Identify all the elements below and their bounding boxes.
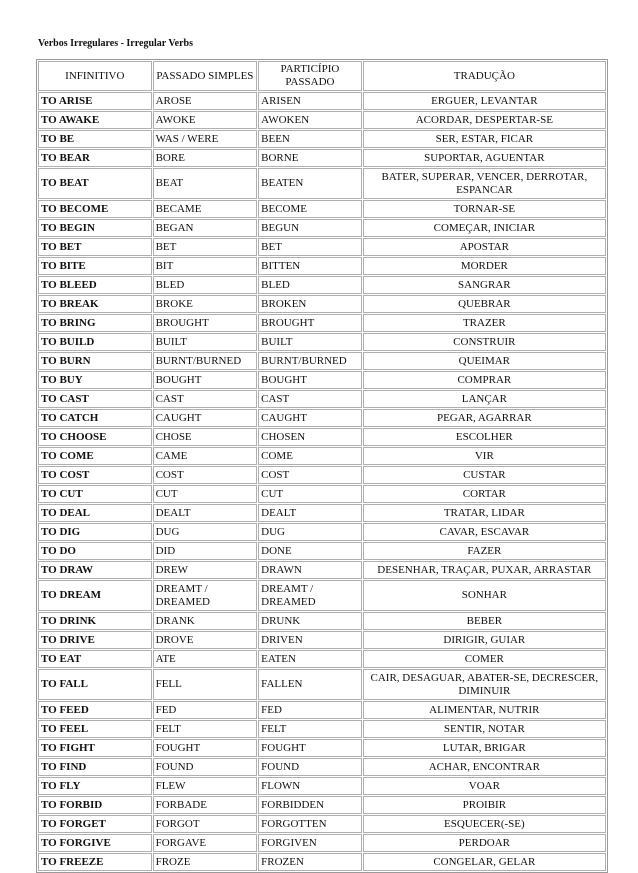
cell-traducao: SUPORTAR, AGUENTAR (363, 149, 606, 167)
cell-participio-passado: COME (258, 447, 362, 465)
cell-passado-simples: BROKE (153, 295, 258, 313)
table-row (38, 466, 606, 484)
cell-infinitivo: TO CATCH (38, 409, 152, 427)
cell-passado-simples: CAME (153, 447, 258, 465)
cell-infinitivo: TO DEAL (38, 504, 152, 522)
cell-passado-simples: DREAMT / DREAMED (153, 580, 258, 611)
cell-passado-simples: BUILT (153, 333, 258, 351)
cell-traducao: CUSTAR (363, 466, 606, 484)
cell-participio-passado: BEATEN (258, 168, 362, 199)
cell-traducao: PEGAR, AGARRAR (363, 409, 606, 427)
cell-passado-simples: BECAME (153, 200, 258, 218)
cell-passado-simples: BOUGHT (153, 371, 258, 389)
cell-infinitivo: TO BEAT (38, 168, 152, 199)
cell-participio-passado: BOUGHT (258, 371, 362, 389)
cell-infinitivo: TO CUT (38, 485, 152, 503)
table-row (38, 834, 606, 852)
cell-traducao: APOSTAR (363, 238, 606, 256)
table-row (38, 720, 606, 738)
irregular-verbs-table (36, 59, 608, 873)
cell-traducao: BATER, SUPERAR, VENCER, DERROTAR, ESPANCAR (363, 168, 606, 199)
cell-traducao: TRATAR, LIDAR (363, 504, 606, 522)
table-row (38, 796, 606, 814)
cell-passado-simples: DUG (153, 523, 258, 541)
cell-participio-passado: CUT (258, 485, 362, 503)
cell-participio-passado: BUILT (258, 333, 362, 351)
cell-infinitivo: TO BEGIN (38, 219, 152, 237)
cell-traducao: BEBER (363, 612, 606, 630)
cell-traducao: SER, ESTAR, FICAR (363, 130, 606, 148)
table-row (38, 739, 606, 757)
cell-infinitivo: TO BEAR (38, 149, 152, 167)
cell-participio-passado: CAUGHT (258, 409, 362, 427)
cell-infinitivo: TO BREAK (38, 295, 152, 313)
cell-passado-simples: FOUGHT (153, 739, 258, 757)
cell-traducao: MORDER (363, 257, 606, 275)
cell-infinitivo: TO AWAKE (38, 111, 152, 129)
cell-infinitivo: TO DIG (38, 523, 152, 541)
cell-participio-passado: DRIVEN (258, 631, 362, 649)
cell-traducao: SENTIR, NOTAR (363, 720, 606, 738)
cell-passado-simples: BET (153, 238, 258, 256)
header-infinitivo: INFINITIVO (38, 61, 152, 91)
table-row (38, 777, 606, 795)
cell-traducao: COMEÇAR, INICIAR (363, 219, 606, 237)
cell-infinitivo: TO FORBID (38, 796, 152, 814)
cell-participio-passado: AWOKEN (258, 111, 362, 129)
cell-participio-passado: FLOWN (258, 777, 362, 795)
cell-traducao: QUEBRAR (363, 295, 606, 313)
cell-participio-passado: BEEN (258, 130, 362, 148)
cell-infinitivo: TO BLEED (38, 276, 152, 294)
table-row (38, 92, 606, 110)
cell-traducao: TORNAR-SE (363, 200, 606, 218)
cell-passado-simples: FOUND (153, 758, 258, 776)
cell-participio-passado: ARISEN (258, 92, 362, 110)
cell-passado-simples: CUT (153, 485, 258, 503)
verb-rows (38, 92, 606, 871)
cell-passado-simples: CAUGHT (153, 409, 258, 427)
table-row (38, 523, 606, 541)
table-row (38, 561, 606, 579)
cell-participio-passado: COST (258, 466, 362, 484)
cell-passado-simples: FED (153, 701, 258, 719)
cell-participio-passado: BURNT/BURNED (258, 352, 362, 370)
table-row (38, 612, 606, 630)
cell-infinitivo: TO COST (38, 466, 152, 484)
table-row (38, 295, 606, 313)
table-row (38, 371, 606, 389)
cell-infinitivo: TO FIND (38, 758, 152, 776)
cell-passado-simples: BEGAN (153, 219, 258, 237)
table-row (38, 333, 606, 351)
cell-traducao: VIR (363, 447, 606, 465)
cell-passado-simples: CHOSE (153, 428, 258, 446)
cell-traducao: VOAR (363, 777, 606, 795)
cell-traducao: DESENHAR, TRAÇAR, PUXAR, ARRASTAR (363, 561, 606, 579)
cell-traducao: DIRIGIR, GUIAR (363, 631, 606, 649)
table-row (38, 219, 606, 237)
table-row (38, 257, 606, 275)
cell-participio-passado: DREAMT / DREAMED (258, 580, 362, 611)
cell-infinitivo: TO BURN (38, 352, 152, 370)
table-row (38, 542, 606, 560)
cell-passado-simples: DROVE (153, 631, 258, 649)
cell-traducao: LANÇAR (363, 390, 606, 408)
table-row (38, 149, 606, 167)
cell-infinitivo: TO FEEL (38, 720, 152, 738)
cell-participio-passado: DEALT (258, 504, 362, 522)
cell-passado-simples: FORBADE (153, 796, 258, 814)
cell-infinitivo: TO ARISE (38, 92, 152, 110)
cell-infinitivo: TO DRINK (38, 612, 152, 630)
cell-passado-simples: FLEW (153, 777, 258, 795)
table-row (38, 815, 606, 833)
cell-traducao: SONHAR (363, 580, 606, 611)
cell-participio-passado: FELT (258, 720, 362, 738)
cell-passado-simples: WAS / WERE (153, 130, 258, 148)
table-row (38, 168, 606, 199)
cell-infinitivo: TO FALL (38, 669, 152, 700)
cell-infinitivo: TO COME (38, 447, 152, 465)
cell-traducao: CAIR, DESAGUAR, ABATER-SE, DECRESCER, DIMINUIR (363, 669, 606, 700)
cell-passado-simples: FORGAVE (153, 834, 258, 852)
table-row (38, 447, 606, 465)
cell-passado-simples: DEALT (153, 504, 258, 522)
cell-traducao: CONSTRUIR (363, 333, 606, 351)
cell-participio-passado: BITTEN (258, 257, 362, 275)
table-row (38, 390, 606, 408)
cell-passado-simples: DRANK (153, 612, 258, 630)
cell-traducao: ALIMENTAR, NUTRIR (363, 701, 606, 719)
cell-passado-simples: CAST (153, 390, 258, 408)
cell-participio-passado: DUG (258, 523, 362, 541)
table-row (38, 111, 606, 129)
cell-participio-passado: CHOSEN (258, 428, 362, 446)
cell-passado-simples: BURNT/BURNED (153, 352, 258, 370)
cell-participio-passado: BLED (258, 276, 362, 294)
cell-passado-simples: FROZE (153, 853, 258, 871)
page-title: Verbos Irregulares - Irregular Verbs (38, 38, 193, 49)
table-row (38, 428, 606, 446)
cell-participio-passado: BROKEN (258, 295, 362, 313)
cell-infinitivo: TO BECOME (38, 200, 152, 218)
table-row (38, 409, 606, 427)
table-row (38, 504, 606, 522)
table-row (38, 631, 606, 649)
cell-infinitivo: TO BUY (38, 371, 152, 389)
cell-traducao: LUTAR, BRIGAR (363, 739, 606, 757)
cell-traducao: TRAZER (363, 314, 606, 332)
header-traducao: TRADUÇÃO (363, 61, 606, 91)
table-row (38, 130, 606, 148)
table-row (38, 853, 606, 871)
table-row (38, 650, 606, 668)
cell-traducao: ERGUER, LEVANTAR (363, 92, 606, 110)
cell-infinitivo: TO CHOOSE (38, 428, 152, 446)
cell-passado-simples: BEAT (153, 168, 258, 199)
cell-passado-simples: FELL (153, 669, 258, 700)
table-row (38, 758, 606, 776)
table-row (38, 701, 606, 719)
cell-participio-passado: BORNE (258, 149, 362, 167)
cell-infinitivo: TO BRING (38, 314, 152, 332)
cell-passado-simples: FORGOT (153, 815, 258, 833)
cell-infinitivo: TO CAST (38, 390, 152, 408)
table-row (38, 352, 606, 370)
cell-passado-simples: DID (153, 542, 258, 560)
cell-participio-passado: FORBIDDEN (258, 796, 362, 814)
table-row (38, 276, 606, 294)
table-row (38, 580, 606, 611)
table-header-row (38, 61, 606, 91)
cell-traducao: ESQUECER(-SE) (363, 815, 606, 833)
header-participio-passado: PARTICÍPIO PASSADO (258, 61, 362, 91)
cell-infinitivo: TO FORGIVE (38, 834, 152, 852)
cell-traducao: ACHAR, ENCONTRAR (363, 758, 606, 776)
cell-infinitivo: TO EAT (38, 650, 152, 668)
cell-traducao: CORTAR (363, 485, 606, 503)
cell-passado-simples: BROUGHT (153, 314, 258, 332)
cell-traducao: PERDOAR (363, 834, 606, 852)
cell-infinitivo: TO BET (38, 238, 152, 256)
cell-infinitivo: TO BE (38, 130, 152, 148)
cell-infinitivo: TO FREEZE (38, 853, 152, 871)
table-row (38, 200, 606, 218)
cell-infinitivo: TO FLY (38, 777, 152, 795)
cell-passado-simples: AWOKE (153, 111, 258, 129)
cell-traducao: COMPRAR (363, 371, 606, 389)
cell-participio-passado: FOUGHT (258, 739, 362, 757)
cell-participio-passado: DONE (258, 542, 362, 560)
cell-participio-passado: BET (258, 238, 362, 256)
cell-infinitivo: TO DO (38, 542, 152, 560)
cell-infinitivo: TO DREAM (38, 580, 152, 611)
cell-passado-simples: BORE (153, 149, 258, 167)
cell-participio-passado: FROZEN (258, 853, 362, 871)
cell-participio-passado: BROUGHT (258, 314, 362, 332)
cell-traducao: ESCOLHER (363, 428, 606, 446)
cell-traducao: COMER (363, 650, 606, 668)
cell-traducao: CONGELAR, GELAR (363, 853, 606, 871)
cell-traducao: CAVAR, ESCAVAR (363, 523, 606, 541)
table-row (38, 669, 606, 700)
header-passado-simples: PASSADO SIMPLES (153, 61, 258, 91)
cell-traducao: ACORDAR, DESPERTAR-SE (363, 111, 606, 129)
cell-passado-simples: DREW (153, 561, 258, 579)
table-row (38, 485, 606, 503)
cell-participio-passado: FALLEN (258, 669, 362, 700)
cell-participio-passado: FORGIVEN (258, 834, 362, 852)
cell-participio-passado: FORGOTTEN (258, 815, 362, 833)
table-row (38, 314, 606, 332)
cell-participio-passado: DRAWN (258, 561, 362, 579)
cell-traducao: QUEIMAR (363, 352, 606, 370)
cell-infinitivo: TO FEED (38, 701, 152, 719)
cell-participio-passado: BECOME (258, 200, 362, 218)
cell-traducao: PROIBIR (363, 796, 606, 814)
cell-participio-passado: DRUNK (258, 612, 362, 630)
cell-passado-simples: ATE (153, 650, 258, 668)
cell-infinitivo: TO BITE (38, 257, 152, 275)
cell-participio-passado: FOUND (258, 758, 362, 776)
cell-passado-simples: COST (153, 466, 258, 484)
cell-infinitivo: TO FORGET (38, 815, 152, 833)
cell-traducao: SANGRAR (363, 276, 606, 294)
cell-passado-simples: FELT (153, 720, 258, 738)
cell-participio-passado: FED (258, 701, 362, 719)
cell-infinitivo: TO DRAW (38, 561, 152, 579)
cell-participio-passado: EATEN (258, 650, 362, 668)
cell-participio-passado: CAST (258, 390, 362, 408)
cell-infinitivo: TO FIGHT (38, 739, 152, 757)
cell-passado-simples: AROSE (153, 92, 258, 110)
cell-passado-simples: BIT (153, 257, 258, 275)
cell-participio-passado: BEGUN (258, 219, 362, 237)
cell-traducao: FAZER (363, 542, 606, 560)
cell-infinitivo: TO DRIVE (38, 631, 152, 649)
cell-infinitivo: TO BUILD (38, 333, 152, 351)
table-row (38, 238, 606, 256)
cell-passado-simples: BLED (153, 276, 258, 294)
